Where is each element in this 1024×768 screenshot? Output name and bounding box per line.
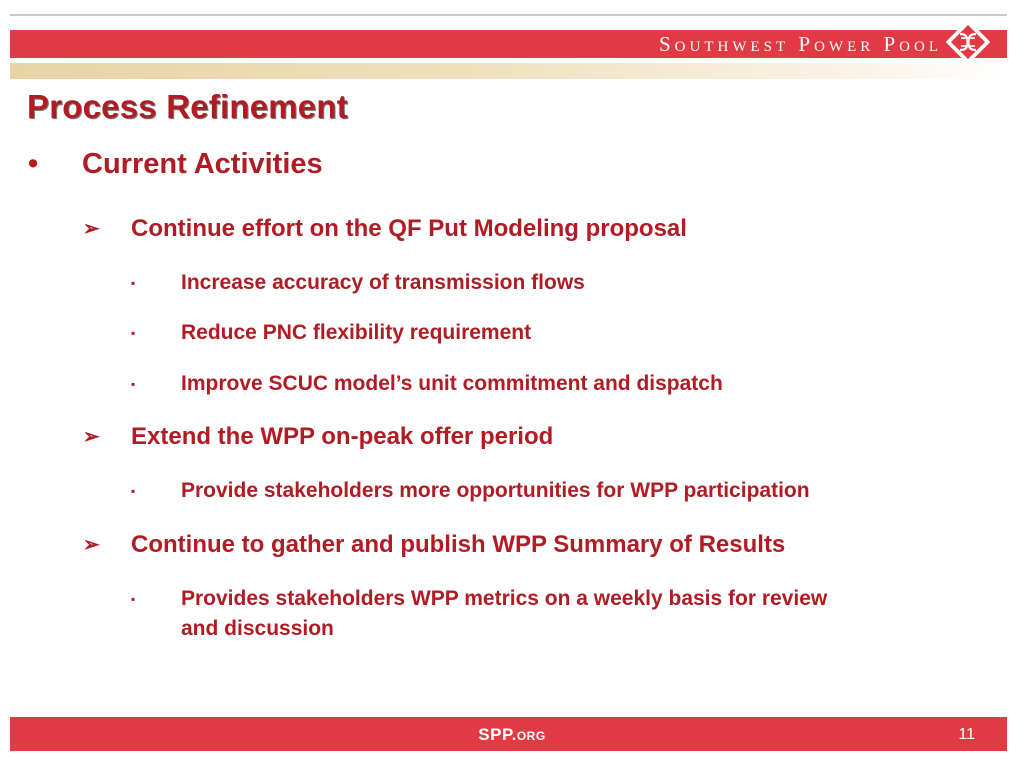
sub-list-item: Provide stakeholders more opportunities for WPP participation: [181, 479, 810, 502]
sub-list-item-continuation: and discussion: [181, 617, 334, 640]
arrow-bullet-icon: ➢: [83, 426, 100, 448]
arrow-bullet-icon: ➢: [83, 218, 100, 240]
footer-site-url: SPP.org: [478, 725, 546, 744]
sub-list-item: Increase accuracy of transmission flows: [181, 271, 585, 294]
list-item: Continue effort on the QF Put Modeling proposal: [131, 215, 687, 242]
square-bullet-icon: ▪: [131, 276, 136, 290]
list-item: Extend the WPP on-peak offer period: [131, 423, 554, 450]
heading-current-activities: Current Activities: [82, 148, 323, 180]
sub-list-item: Reduce PNC flexibility requirement: [181, 321, 532, 344]
page-number: 11: [958, 726, 975, 743]
sub-list-item: Improve SCUC model’s unit commitment and dispatch: [181, 372, 723, 395]
square-bullet-icon: ▪: [131, 484, 136, 498]
arrow-bullet-icon: ➢: [83, 534, 100, 556]
square-bullet-icon: ▪: [131, 326, 136, 340]
sub-list-item: Provides stakeholders WPP metrics on a weekly basis for review: [181, 587, 828, 610]
square-bullet-icon: ▪: [131, 592, 136, 606]
slide-title: Process Refinement: [27, 88, 348, 125]
spp-logo-icon: [946, 20, 990, 64]
square-bullet-icon: ▪: [131, 377, 136, 391]
header-gradient-band: [10, 63, 1007, 79]
brand-name: Southwest Power Pool: [658, 32, 942, 56]
bullet-dot: •: [28, 148, 39, 180]
list-item: Continue to gather and publish WPP Summary of Results: [131, 531, 786, 558]
top-rule: [10, 14, 1007, 16]
